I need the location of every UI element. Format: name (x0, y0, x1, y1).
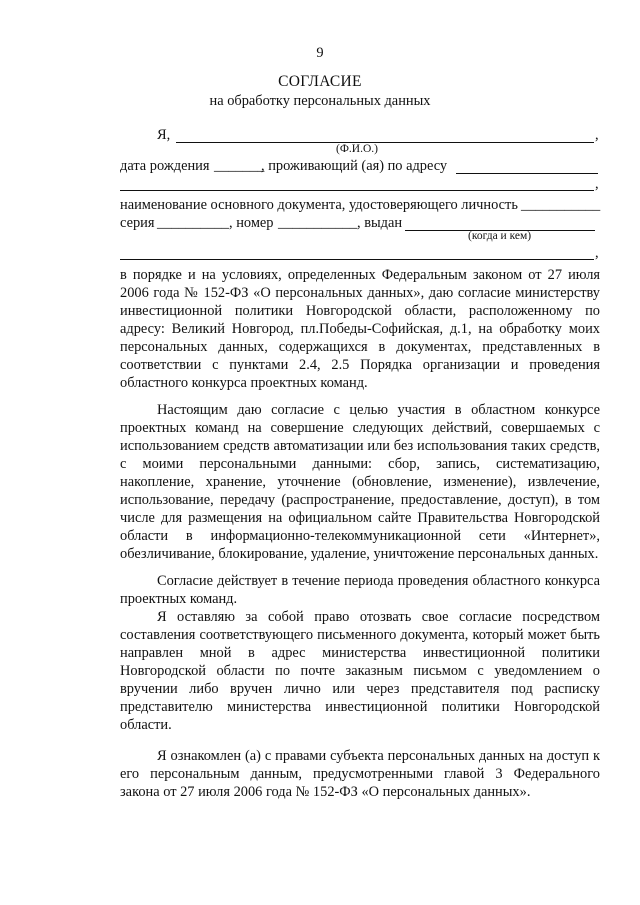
paragraph-1-line: адресу: Великий Новгород, пл.Победы-Софийская, д.1, на обработку моих (120, 321, 600, 337)
paragraph-1-line: областного конкурса проектных команд. (120, 375, 368, 391)
page-number: 9 (316, 45, 324, 61)
paragraph-5-line: Я ознакомлен (а) с правами субъекта персональных данных на доступ к (157, 748, 600, 764)
paragraph-2-line: Настоящим даю согласие с целью участия в областном конкурсе (157, 402, 600, 418)
series-blank[interactable]: __________ (157, 215, 229, 231)
paragraph-2-line: области в информационно-телекоммуникационной сети «Интернет», (120, 528, 600, 544)
number-label: , номер (229, 215, 274, 231)
paragraph-4-line: вручении либо вручен лично или через представителя под расписку (120, 681, 600, 697)
paragraph-2-line: использованием средств автоматизации или без использования таких средств, (120, 438, 600, 454)
paragraph-1-line: персональных данных, содержащихся в документах, представленных в (120, 339, 600, 355)
paragraph-4-line: Новгородской области по почте заказным письмом с уведомлением о (120, 663, 600, 679)
paragraph-1-line: соответствии с пунктами 2.4, 2.5 Порядка организации и проведения (120, 357, 600, 373)
paragraph-3-line: проектных команд. (120, 591, 238, 607)
paragraph-1-line: инвестиционной политики Новгородской области, расположенному по (120, 303, 600, 319)
address-blank-2[interactable] (120, 190, 594, 191)
issued-comma: , (595, 245, 599, 261)
paragraph-2-line: числе для размещения на официальном сайте Правительства Новгородской (120, 510, 600, 526)
issued-label: , выдан (357, 215, 403, 231)
paragraph-3-line: Согласие действует в течение периода проведения областного конкурса (157, 573, 600, 589)
paragraph-4-line: области. (120, 717, 172, 733)
fio-caption: (Ф.И.О.) (336, 143, 378, 155)
paragraph-2-line: обезличивание, блокирование, удаление, уничтожение персональных данных. (120, 546, 599, 562)
paragraph-1-line: 2006 года № 152-ФЗ «О персональных данных», даю согласие министерству (120, 285, 600, 301)
birth-label: дата рождения (120, 158, 210, 174)
document-title: СОГЛАСИЕ (278, 73, 362, 90)
doc-blank[interactable]: ___________ (521, 197, 601, 213)
fio-comma: , (595, 127, 599, 143)
issued-blank-2[interactable] (120, 259, 594, 260)
doc-label: наименование основного документа, удостоверяющего личность (120, 197, 518, 213)
number-blank[interactable]: ___________ (278, 215, 358, 231)
paragraph-1-line: в порядке и на условиях, определенных Федеральным законом от 27 июля (120, 267, 600, 283)
paragraph-5-line: закона от 27 июля 2006 года № 152-ФЗ «О персональных данных». (120, 784, 531, 800)
paragraph-5-line: его персональным данным, предусмотренными главой 3 Федерального (120, 766, 600, 782)
paragraph-2-line: накопление, хранение, уточнение (обновление, изменение), извлечение, (120, 474, 600, 490)
fio-blank[interactable] (176, 142, 594, 143)
paragraph-4-line: составления соответствующего письменного документа, который может быть (120, 627, 600, 643)
residing-label: , проживающий (ая) по адресу (261, 158, 448, 174)
address-comma: , (595, 176, 599, 192)
paragraph-4-line: направлен мной в адрес министерства инвестиционной политики (120, 645, 600, 661)
address-blank-1[interactable] (456, 173, 598, 174)
paragraph-4-line: Я оставляю за собой право отозвать свое согласие посредством (157, 609, 600, 625)
birth-blank[interactable]: _______ (214, 158, 265, 174)
paragraph-2-line: использование, передачу (распространение, предоставление, доступ), в том (120, 492, 600, 508)
issued-caption: (когда и кем) (468, 230, 532, 242)
paragraph-2-line: проектных команд на совершение следующих действий, совершаемых с (120, 420, 600, 436)
paragraph-2-line: с моими персональными данными: сбор, запись, систематизацию, (120, 456, 600, 472)
ya-label: Я, (157, 127, 171, 143)
series-label: серия (120, 215, 155, 231)
paragraph-4-line: представителю министерства инвестиционной политики Новгородской (120, 699, 600, 715)
document-subtitle: на обработку персональных данных (209, 93, 431, 109)
